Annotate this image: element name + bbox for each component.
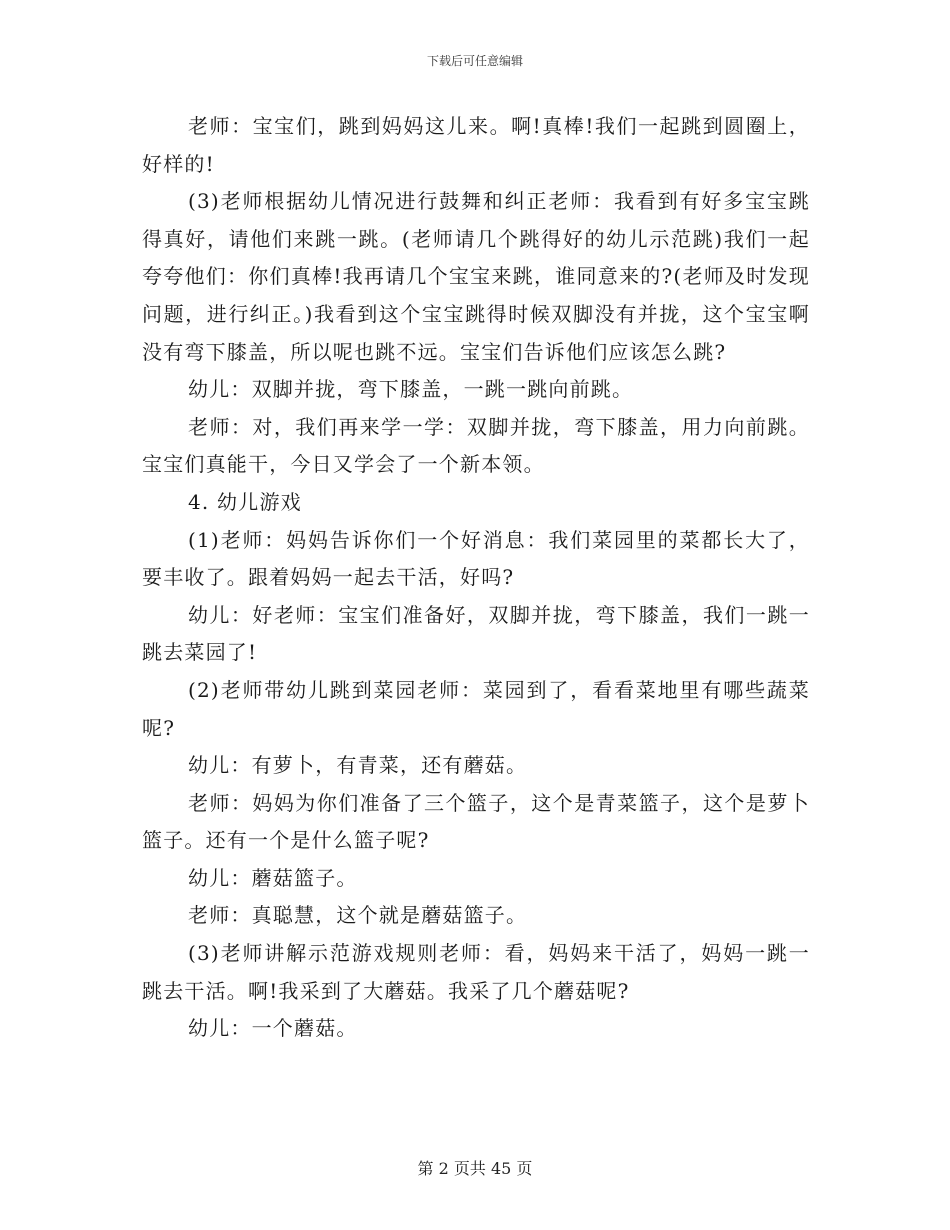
paragraph-10: 幼儿：蘑菇篮子。	[188, 865, 358, 890]
paragraph-12: (3)老师讲解示范游戏规则老师：看，妈妈来干活了，妈妈一跳一跳去干活。啊!我采到了大蘑菇。我采了几个蘑菇呢?	[142, 941, 810, 1003]
paragraph-8: 幼儿：有萝卜，有青菜，还有蘑菇。	[188, 753, 528, 778]
document-body	[142, 108, 810, 1048]
paragraph-11: 老师：真聪慧，这个就是蘑菇篮子。	[188, 903, 528, 928]
paragraph-13: 幼儿：一个蘑菇。	[188, 1016, 358, 1041]
paragraph-2: (3)老师根据幼儿情况进行鼓舞和纠正老师：我看到有好多宝宝跳得真好，请他们来跳一跳。(老师请几个跳得好的幼儿示范跳)我们一起夸夸他们：你们真棒!我再请几个宝宝来跳，谁同意来的?(老师及时发现问题，进行纠正。)我看到这个宝宝跳得时候双脚没有并拢，这个宝宝啊没有弯下膝盖，所以呢也跳不远。宝宝们告诉他们应该怎么跳?	[142, 189, 810, 364]
page-footer: 第 2 页共 45 页	[417, 1159, 533, 1178]
paragraph-5: (1)老师：妈妈告诉你们一个好消息：我们菜园里的菜都长大了，要丰收了。跟着妈妈一起去干活，好吗?	[142, 527, 810, 590]
page-header: 下载后可任意编辑	[426, 54, 523, 68]
paragraph-3: 幼儿：双脚并拢，弯下膝盖，一跳一跳向前跳。	[188, 377, 634, 402]
paragraph-6: 幼儿：好老师：宝宝们准备好，双脚并拢，弯下膝盖，我们一跳一跳去菜园了!	[142, 602, 810, 665]
paragraph-4: 老师：对，我们再来学一学：双脚并拢，弯下膝盖，用力向前跳。宝宝们真能干，今日又学会了一个新本领。	[142, 414, 810, 477]
paragraph-7: (2)老师带幼儿跳到菜园老师：菜园到了，看看菜地里有哪些蔬菜呢?	[142, 677, 810, 740]
paragraph-9: 老师：妈妈为你们准备了三个篮子，这个是青菜篮子，这个是萝卜篮子。还有一个是什么篮子呢?	[142, 790, 810, 853]
paragraph-1: 老师：宝宝们，跳到妈妈这儿来。啊!真棒!我们一起跳到圆圈上，好样的!	[142, 114, 810, 176]
section-heading: 4. 幼儿游戏	[188, 489, 302, 514]
